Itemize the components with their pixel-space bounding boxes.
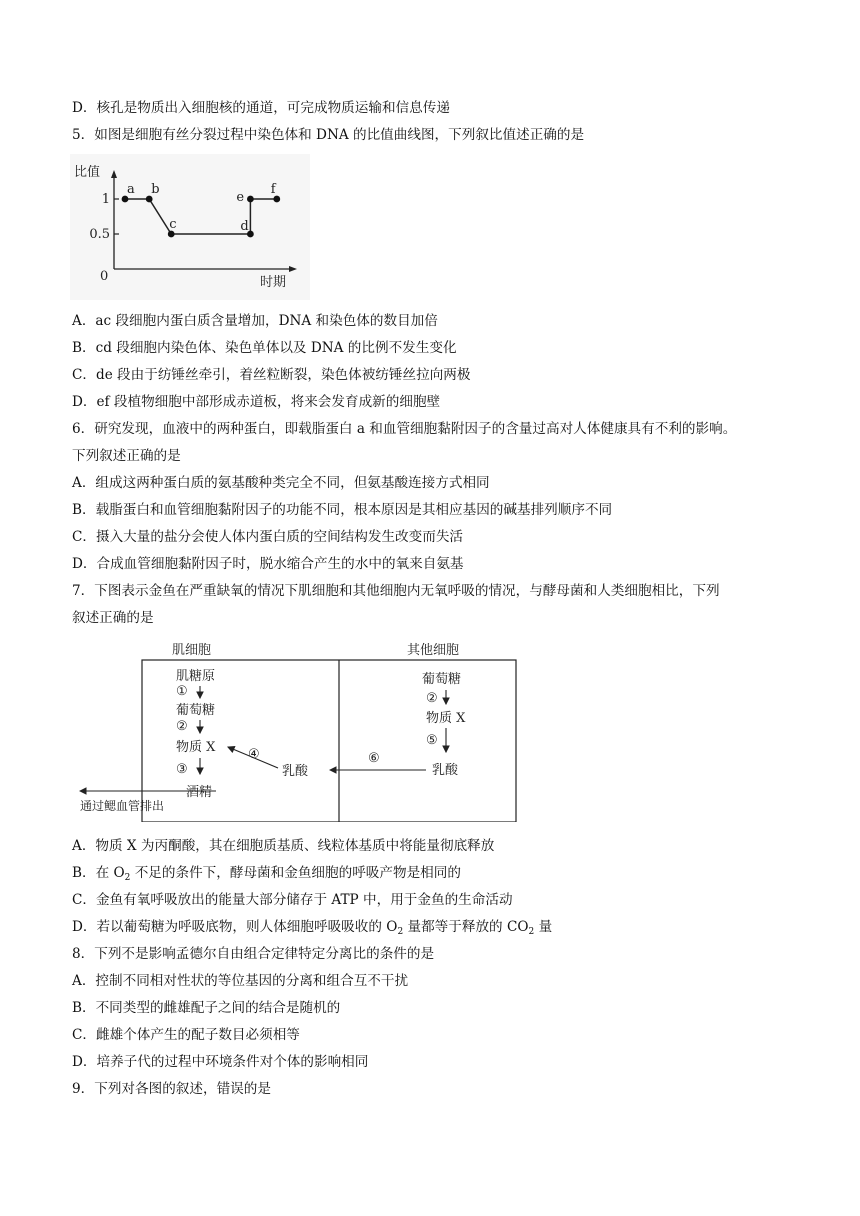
- q6-option-c: C．摄入大量的盐分会使人体内蛋白质的空间结构发生改变而失活: [72, 529, 464, 545]
- y-tick-label: 1: [101, 192, 110, 207]
- point-label-b: b: [151, 182, 160, 197]
- q7-option-b: [72, 863, 461, 888]
- q6-option-b: B．载脂蛋白和血管细胞黏附因子的功能不同，根本原因是其相应基因的碱基排列顺序不同: [72, 502, 613, 518]
- q5-option-c: C．de 段由于纺锤丝牵引，着丝粒断裂，染色体被纺锤丝拉向两极: [72, 367, 471, 383]
- muscle-cell-title: 肌细胞: [172, 643, 212, 658]
- point-label-a: a: [127, 182, 135, 197]
- q7d-text-post: 量: [534, 919, 553, 935]
- q7b-text-pre: B．在 O: [72, 865, 125, 881]
- x-axis-label: 时期: [260, 275, 287, 290]
- q5-option-d: D．ef 段植物细胞中部形成赤道板，将来会发育成新的细胞壁: [72, 394, 441, 410]
- y-tick-label: 0.5: [89, 227, 110, 242]
- q6-stem-line1: 6．研究发现，血液中的两种蛋白，即载脂蛋白 a 和血管细胞黏附因子的含量过高对人体健康具有不利的影响。: [72, 421, 737, 437]
- q7d-subscript-2: 2: [528, 927, 535, 937]
- step-6-label: ⑥: [368, 751, 380, 766]
- q8-option-c: C．雌雄个体产生的配子数目必须相等: [72, 1027, 300, 1043]
- q7-respiration-diagram: [72, 640, 524, 822]
- exit-label: 通过鳃血管排出: [80, 799, 165, 813]
- step-4-label: ④: [248, 747, 260, 762]
- q7-option-d: [72, 917, 552, 942]
- q7-option-c: C．金鱼有氧呼吸放出的能量大部分储存于 ATP 中，用于金鱼的生命活动: [72, 892, 513, 908]
- step-1-label: ①: [176, 684, 188, 699]
- alcohol-label: 酒精: [186, 785, 213, 800]
- other-substance-x-label: 物质 X: [426, 711, 466, 726]
- point-label-e: e: [236, 190, 245, 205]
- q7-stem-line1: 7．下图表示金鱼在严重缺氧的情况下肌细胞和其他细胞内无氧呼吸的情况，与酵母菌和人类细胞相比，下列: [72, 583, 720, 599]
- q5-option-a: A．ac 段细胞内蛋白质含量增加，DNA 和染色体的数目加倍: [72, 313, 438, 329]
- other-step-2-label: ②: [426, 691, 438, 706]
- step-2-label: ②: [176, 719, 188, 734]
- q7-option-a: A．物质 X 为丙酮酸，其在细胞质基质、线粒体基质中将能量彻底释放: [72, 838, 495, 854]
- q5-stem: 5．如图是细胞有丝分裂过程中染色体和 DNA 的比值曲线图，下列叙比值述正确的是: [72, 127, 585, 143]
- q8-option-b: B．不同类型的雌雄配子之间的结合是随机的: [72, 1000, 341, 1016]
- muscle-glucose-label: 葡萄糖: [176, 703, 216, 718]
- q9-stem: 9．下列对各图的叙述，错误的是: [72, 1081, 271, 1097]
- data-point-e: [247, 196, 254, 203]
- q7b-text-post: 不足的条件下，酵母菌和金鱼细胞的呼吸产物是相同的: [130, 865, 461, 881]
- muscle-substance-x-label: 物质 X: [176, 740, 216, 755]
- q6-stem-line2: 下列叙述正确的是: [72, 448, 181, 464]
- q5-option-b: B．cd 段细胞内染色体、染色单体以及 DNA 的比例不发生变化: [72, 340, 457, 356]
- q6-option-d: D．合成血管细胞黏附因子时，脱水缩合产生的水中的氧来自氨基: [72, 556, 464, 572]
- other-lactate-label: 乳酸: [432, 763, 459, 778]
- q6-option-a: A．组成这两种蛋白质的氨基酸种类完全不同，但氨基酸连接方式相同: [72, 475, 490, 491]
- q7b-subscript: 2: [124, 873, 131, 883]
- step-3-label: ③: [176, 762, 188, 777]
- step-5-label: ⑤: [426, 733, 438, 748]
- point-label-d: d: [240, 219, 249, 234]
- q8-stem: 8．下列不是影响孟德尔自由组合定律特定分离比的条件的是: [72, 946, 435, 962]
- other-cell-title: 其他细胞: [407, 643, 460, 658]
- q7d-text-mid: 量都等于释放的 CO: [403, 919, 529, 935]
- y-axis-label: 比值: [74, 165, 101, 180]
- origin-label: 0: [100, 269, 109, 284]
- muscle-lactate-label: 乳酸: [282, 764, 309, 779]
- q7-stem-line2: 叙述正确的是: [72, 610, 154, 626]
- q8-option-d: D．培养子代的过程中环境条件对个体的影响相同: [72, 1054, 369, 1070]
- q8-option-a: A．控制不同相对性状的等位基因的分离和组合互不干扰: [72, 973, 409, 989]
- q7d-subscript-1: 2: [397, 927, 404, 937]
- other-glucose-label: 葡萄糖: [422, 672, 462, 687]
- point-label-c: c: [169, 217, 177, 232]
- muscle-glycogen-label: 肌糖原: [176, 669, 216, 684]
- q4-option-d: D．核孔是物质出入细胞核的通道，可完成物质运输和信息传递: [72, 100, 450, 116]
- q5-ratio-chart: [70, 154, 310, 300]
- q7d-text-pre: D．若以葡萄糖为呼吸底物，则人体细胞呼吸吸收的 O: [72, 919, 398, 935]
- point-label-f: f: [270, 182, 276, 197]
